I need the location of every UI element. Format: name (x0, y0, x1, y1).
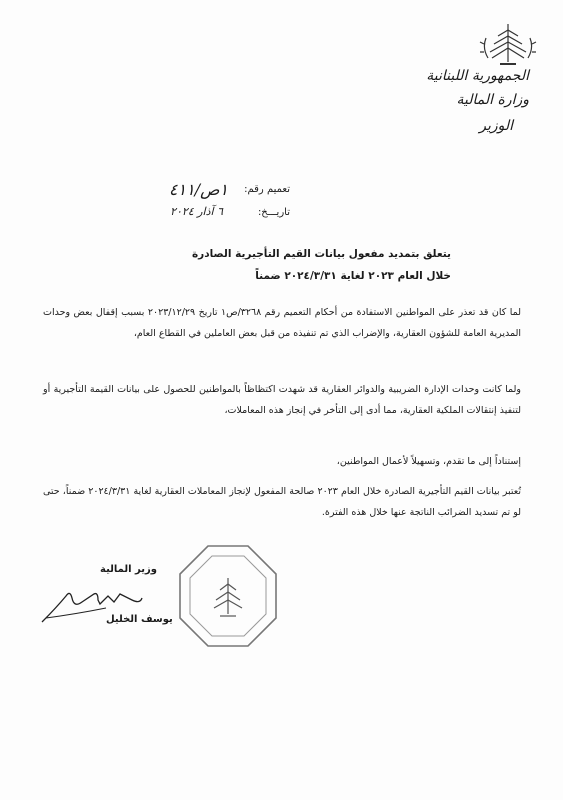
body-paragraph-1: لما كان قد تعذر على المواطنين الاستفادة من أحكام التعميم رقم ٣٢٦٨/ص١ تاريخ ٢٠٢٣/١٢/٢٩ بسبب إقفال بعض وحدات المديرية العامة للشؤون العقارية، والإضراب الذي تم تنفيذه من قبل بعض العاملين في القطاع العام، (43, 307, 521, 339)
signature-name: يوسف الخليل (106, 614, 173, 625)
circular-number-label: تعميم رقم: (244, 184, 290, 195)
date-label: تاريـــخ: (257, 207, 290, 218)
cedar-emblem-icon (478, 18, 538, 70)
subject-line-2: خلال العام ٢٠٢٣ لغاية ٢٠٢٤/٣/٣١ ضمناً (255, 270, 451, 282)
body-paragraph-2: ولما كانت وحدات الإدارة الضريبية والدوائر العقارية قد شهدت اكتظاظاً بالمواطنين للحصول على بيانات القيمة التأجيرية أو لتنفيذ إنتقالات الملكية العقارية، مما أدى إلى التأخر في إنجاز هذه المعاملات، (43, 384, 521, 416)
subject-line-1: يتعلق بتمديد مفعول بيانات القيم التأجيرية الصادرة (191, 248, 451, 260)
body-paragraph-3: إستناداً إلى ما تقدم، وتسهيلاً لأعمال المواطنين، (336, 456, 521, 467)
header-republic: الجمهورية اللبنانية (426, 68, 529, 84)
date-value: ٦ آذار ٢٠٢٤ (170, 205, 223, 218)
body-paragraph-4: تُعتبر بيانات القيم التأجيرية الصادرة خلال العام ٢٠٢٣ صالحة المفعول لإنجاز المعاملات العقارية لغاية ٢٠٢٤/٣/٣١ ضمناً، حتى لو تم تسديد الضرائب الناتجة عنها خلال هذه الفترة. (43, 486, 521, 518)
header-office: الوزير (479, 118, 513, 134)
circular-number-value: ١ص/٤١١ (168, 180, 228, 199)
header-ministry: وزارة المالية (456, 92, 529, 108)
signature-title: وزير المالية (100, 564, 157, 575)
official-stamp-icon (176, 542, 280, 650)
